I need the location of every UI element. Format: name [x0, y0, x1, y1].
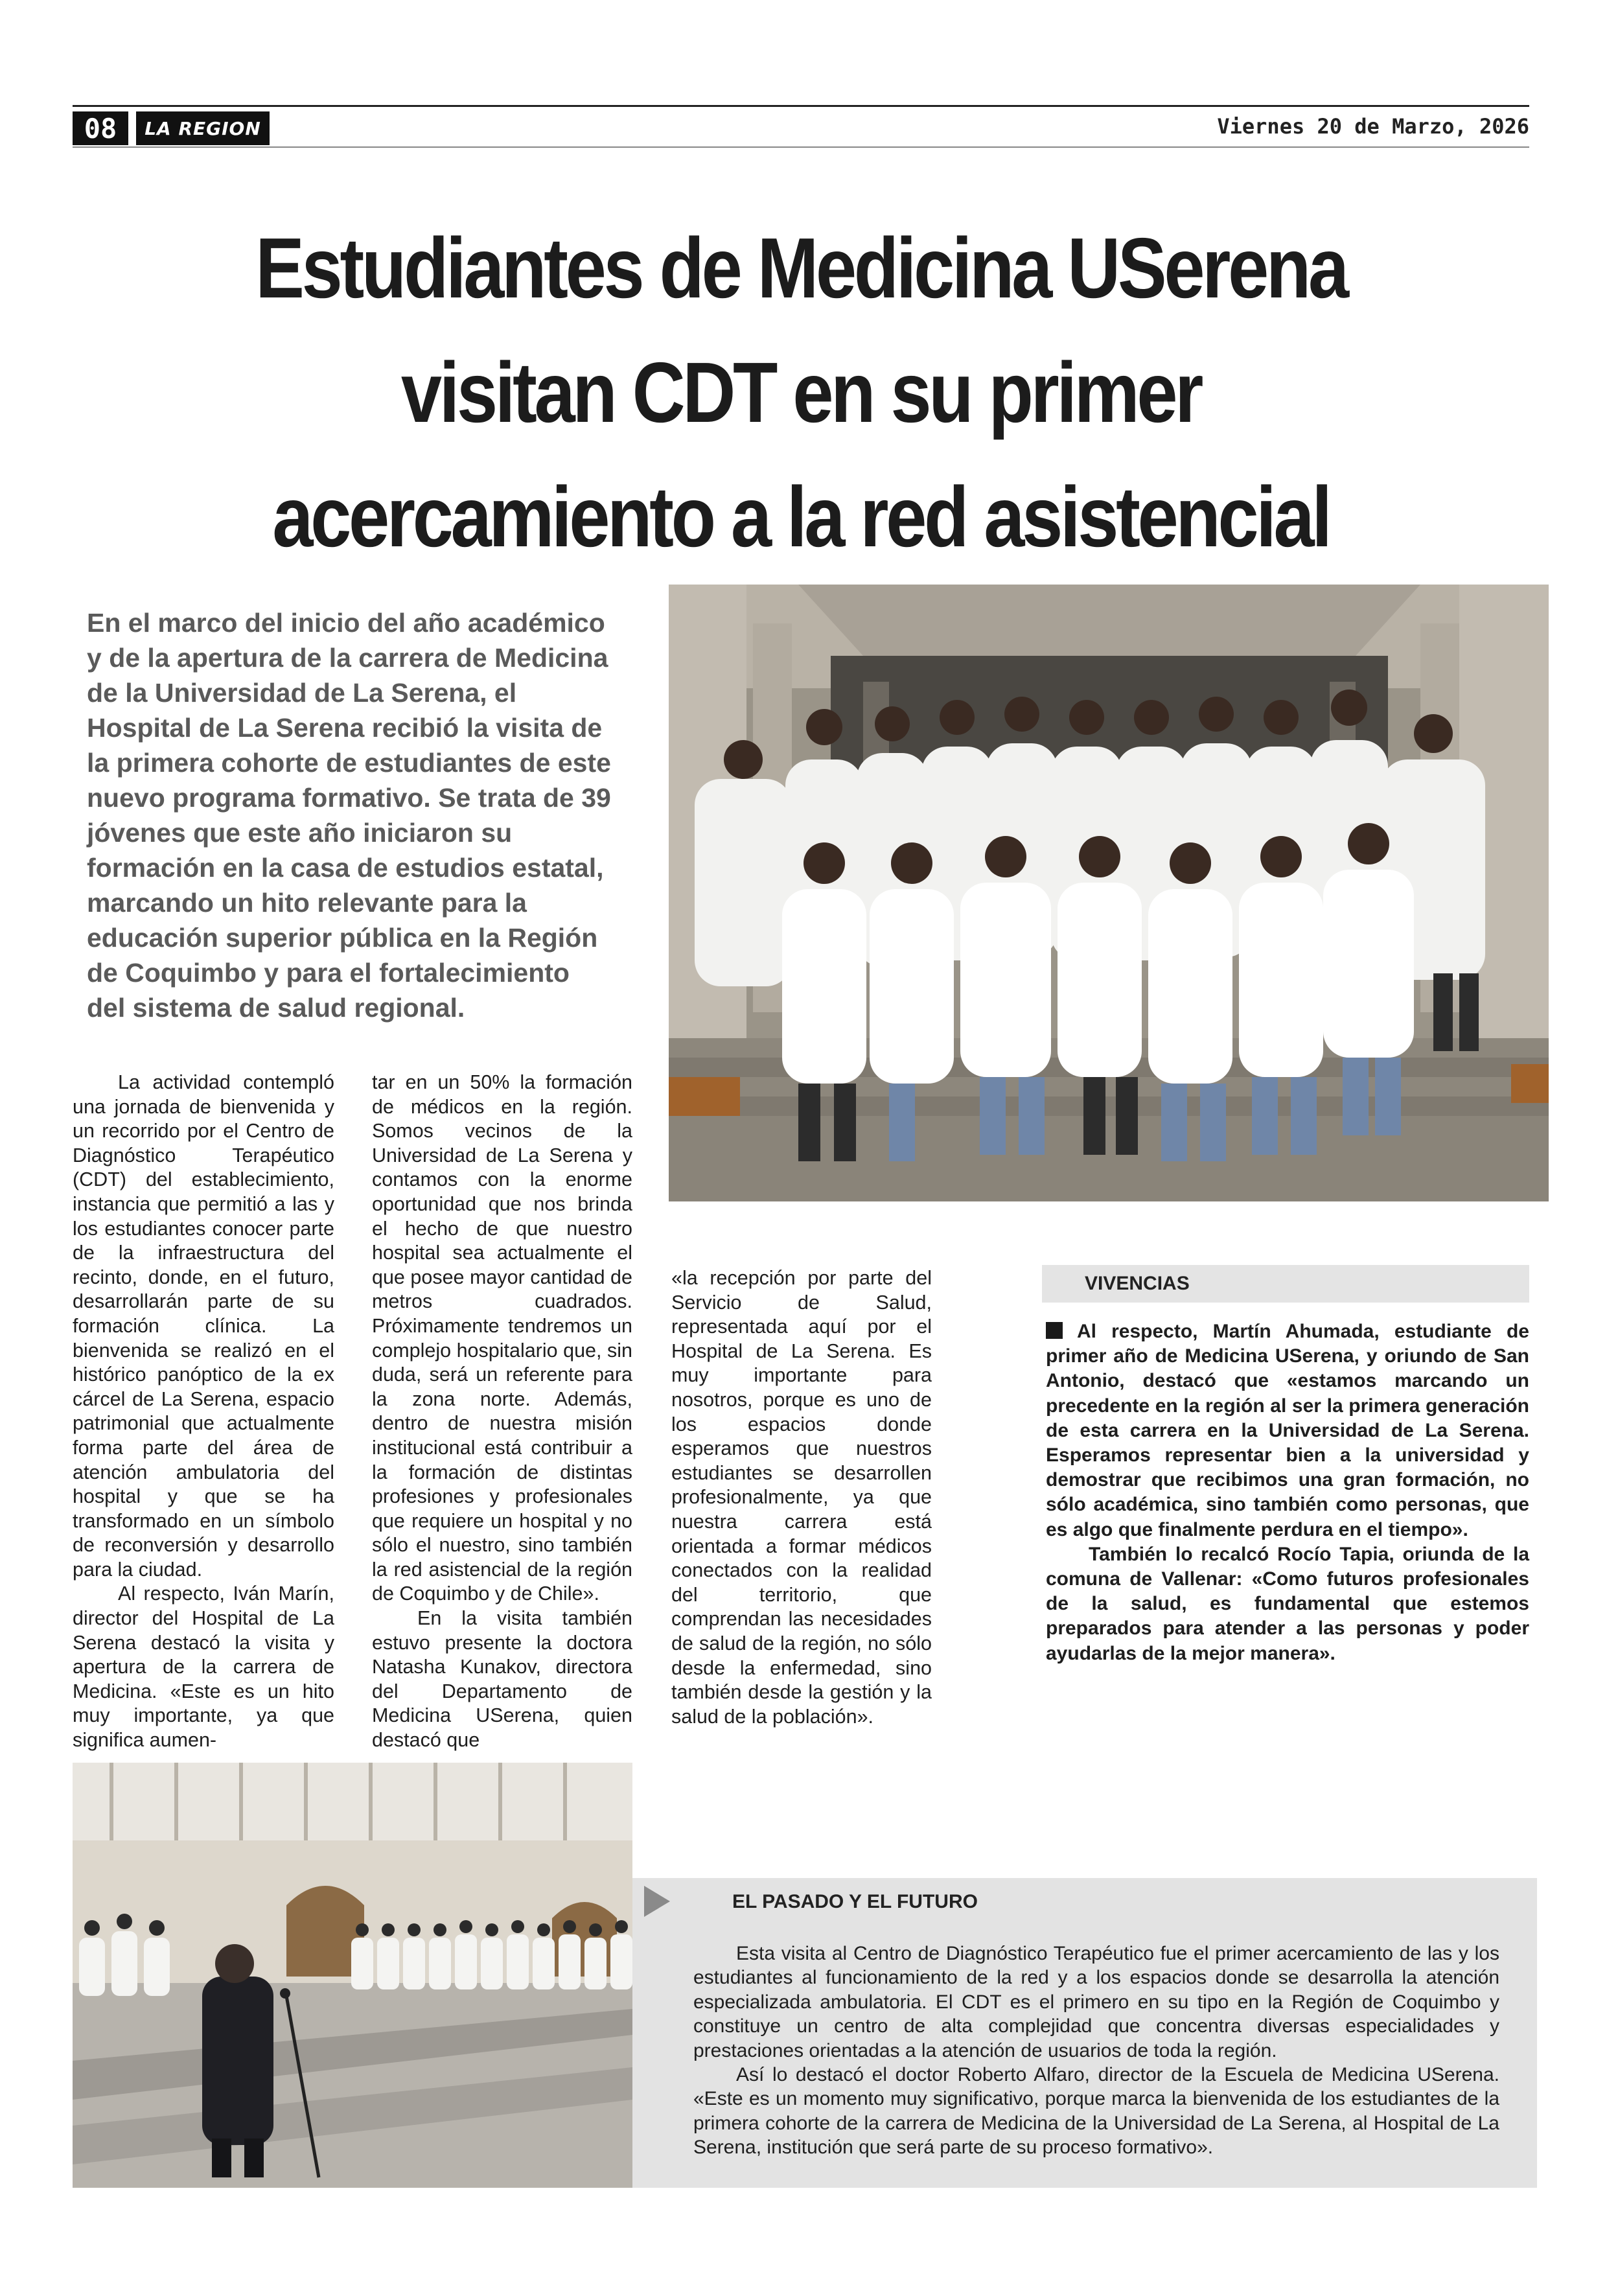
header-top-rule [73, 105, 1529, 107]
group-photo-image [669, 585, 1549, 1201]
col1-paragraph-1: La actividad contempló una jornada de bienvenida y un recorrido por el Centro de Diagnóstico Terapéutico (CDT) del establecimiento, instancia que permitió a las y los estudiantes conocer parte de la infraestructura del recinto, donde, en el futuro, desarrollarán parte de su formación clínica. La bienvenida se realizó en el histórico panóptico de la ex cárcel de La Serena, espacio patrimonial que actualmente forma parte del área de atención ambulatoria del hospital y que se ha transformado en un símbolo de reconversión y desarrollo para la ciudad. [73, 1071, 334, 1581]
vivencias-paragraph-1-text: Al respecto, Martín Ahumada, estudiante de primer año de Medicina USerena, y oriundo de San Antonio, destacó que «estamos marcando un precedente en la región al ser la primera generación de esta carrera en la Universidad de La Serena. Esperamos representar bien a la universidad y demostrar que recibimos una gran formación, no sólo académica, sino también como personas, que es algo que finalmente perdura en el tiempo». [1046, 1321, 1529, 1540]
group-photo-students [669, 585, 1549, 1201]
vivencias-heading: VIVENCIAS [1042, 1265, 1529, 1303]
pasado-futuro-body [693, 1942, 1499, 2160]
header-bottom-rule [73, 146, 1529, 148]
col2-paragraph-2: En la visita también estuvo presente la doctora Natasha Kunakov, directora del Departamento de Medicina USerena, quien destacó que [372, 1607, 632, 1752]
vivencias-body [1046, 1319, 1529, 1666]
col2-paragraph-1: tar en un 50% la formación de médicos en la región. Somos vecinos de la Universidad de La Serena y contamos con la enorme oportunidad que nos brinda el hecho de que nuestro hospital sea actualmente el que posee mayor cantidad de metros cuadrados. Próximamente tendremos un complejo hospitalario que, sin duda, será un referente para la zona norte. Además, dentro de nuestra misión institucional está contribuir a la formación de distintas profesiones y profesionales que requiere un hospital y no sólo el nuestro, sino también la red asistencial de la región de Coquimbo y de Chile». [372, 1071, 632, 1605]
headline-line-1: Estudiantes de Medicina USerena [255, 220, 1347, 316]
vivencias-paragraph-1 [1046, 1319, 1529, 1542]
pasado-futuro-paragraph-2: Así lo destacó el doctor Roberto Alfaro, director de la Escuela de Medicina USerena. «Este es un momento muy significativo, porque marca la bienvenida de los estudiantes de la primera cohorte de la carrera de Medicina de la Universidad de La Serena, al Hospital de La Serena, institución que será parte de su proceso formativo». [693, 2064, 1499, 2159]
article-column-3 [671, 1266, 932, 1729]
panoptico-welcome-photo [73, 1763, 632, 2188]
arrow-right-icon [644, 1886, 670, 1917]
article-lead: En el marco del inicio del año académico y de la apertura de la carrera de Medicina de la Universidad de La Serena, el Hospital de La Serena recibió la visita de la primera cohorte de estudiantes de este nuevo programa formativo. Se trata de 39 jóvenes que este año iniciaron su formación en la casa de estudios estatal, marcando un hito relevante para la educación superior pública en la Región de Coquimbo y para el fortalecimiento del sistema de salud regional. [87, 608, 611, 1023]
pasado-futuro-paragraph-1: Esta visita al Centro de Diagnóstico Terapéutico fue el primer acercamiento de las y los estudiantes al funcionamiento de la red y a los espacios donde se desarrolla la atención especializada ambulatoria. El CDT es el primero en su tipo en la Región de Coquimbo y constituye un centro de alta complejidad que concentra diversas especialidades y prestaciones orientadas a la atención de usuarios de toda la región. [693, 1943, 1499, 2061]
article-column-1 [73, 1071, 334, 1753]
headline-line-3: acercamiento a la red asistencial [272, 469, 1330, 564]
panoptico-photo-image [73, 1763, 632, 2188]
newspaper-brand-logo: LA REGION [136, 111, 270, 145]
vivencias-paragraph-2: También lo recalcó Rocío Tapia, oriunda de la comuna de Vallenar: «Como futuros profesionales de la salud, es fundamental que estemos preparados para atender a las personas y poder ayudarlas de la mejor manera». [1046, 1543, 1529, 1664]
issue-date: Viernes 20 de Marzo, 2026 [1217, 114, 1529, 139]
article-column-2 [372, 1071, 632, 1753]
page-number: 08 [73, 111, 128, 145]
col3-paragraph-1: «la recepción por parte del Servicio de Salud, representada aquí por el Hospital de La Serena. Es muy importante para nosotros, porque es uno de los espacios donde esperamos que nuestros estudiantes se desarrollen profesionalmente, ya que nuestra carrera está orientada a formar médicos conectados con la realidad del territorio, que comprendan las necesidades de salud de la región, no sólo desde la enfermedad, sino también desde la gestión y la salud de la población». [671, 1267, 932, 1728]
col1-paragraph-2: Al respecto, Iván Marín, director del Hospital de La Serena destacó la visita y apertura de la carrera de Medicina. «Este es un hito muy importante, ya que significa aumen- [73, 1583, 334, 1752]
headline-line-2: visitan CDT en su primer [400, 345, 1201, 440]
square-bullet-icon [1046, 1322, 1063, 1339]
article-headline [174, 206, 1427, 579]
pasado-futuro-heading: EL PASADO Y EL FUTURO [732, 1891, 978, 1912]
